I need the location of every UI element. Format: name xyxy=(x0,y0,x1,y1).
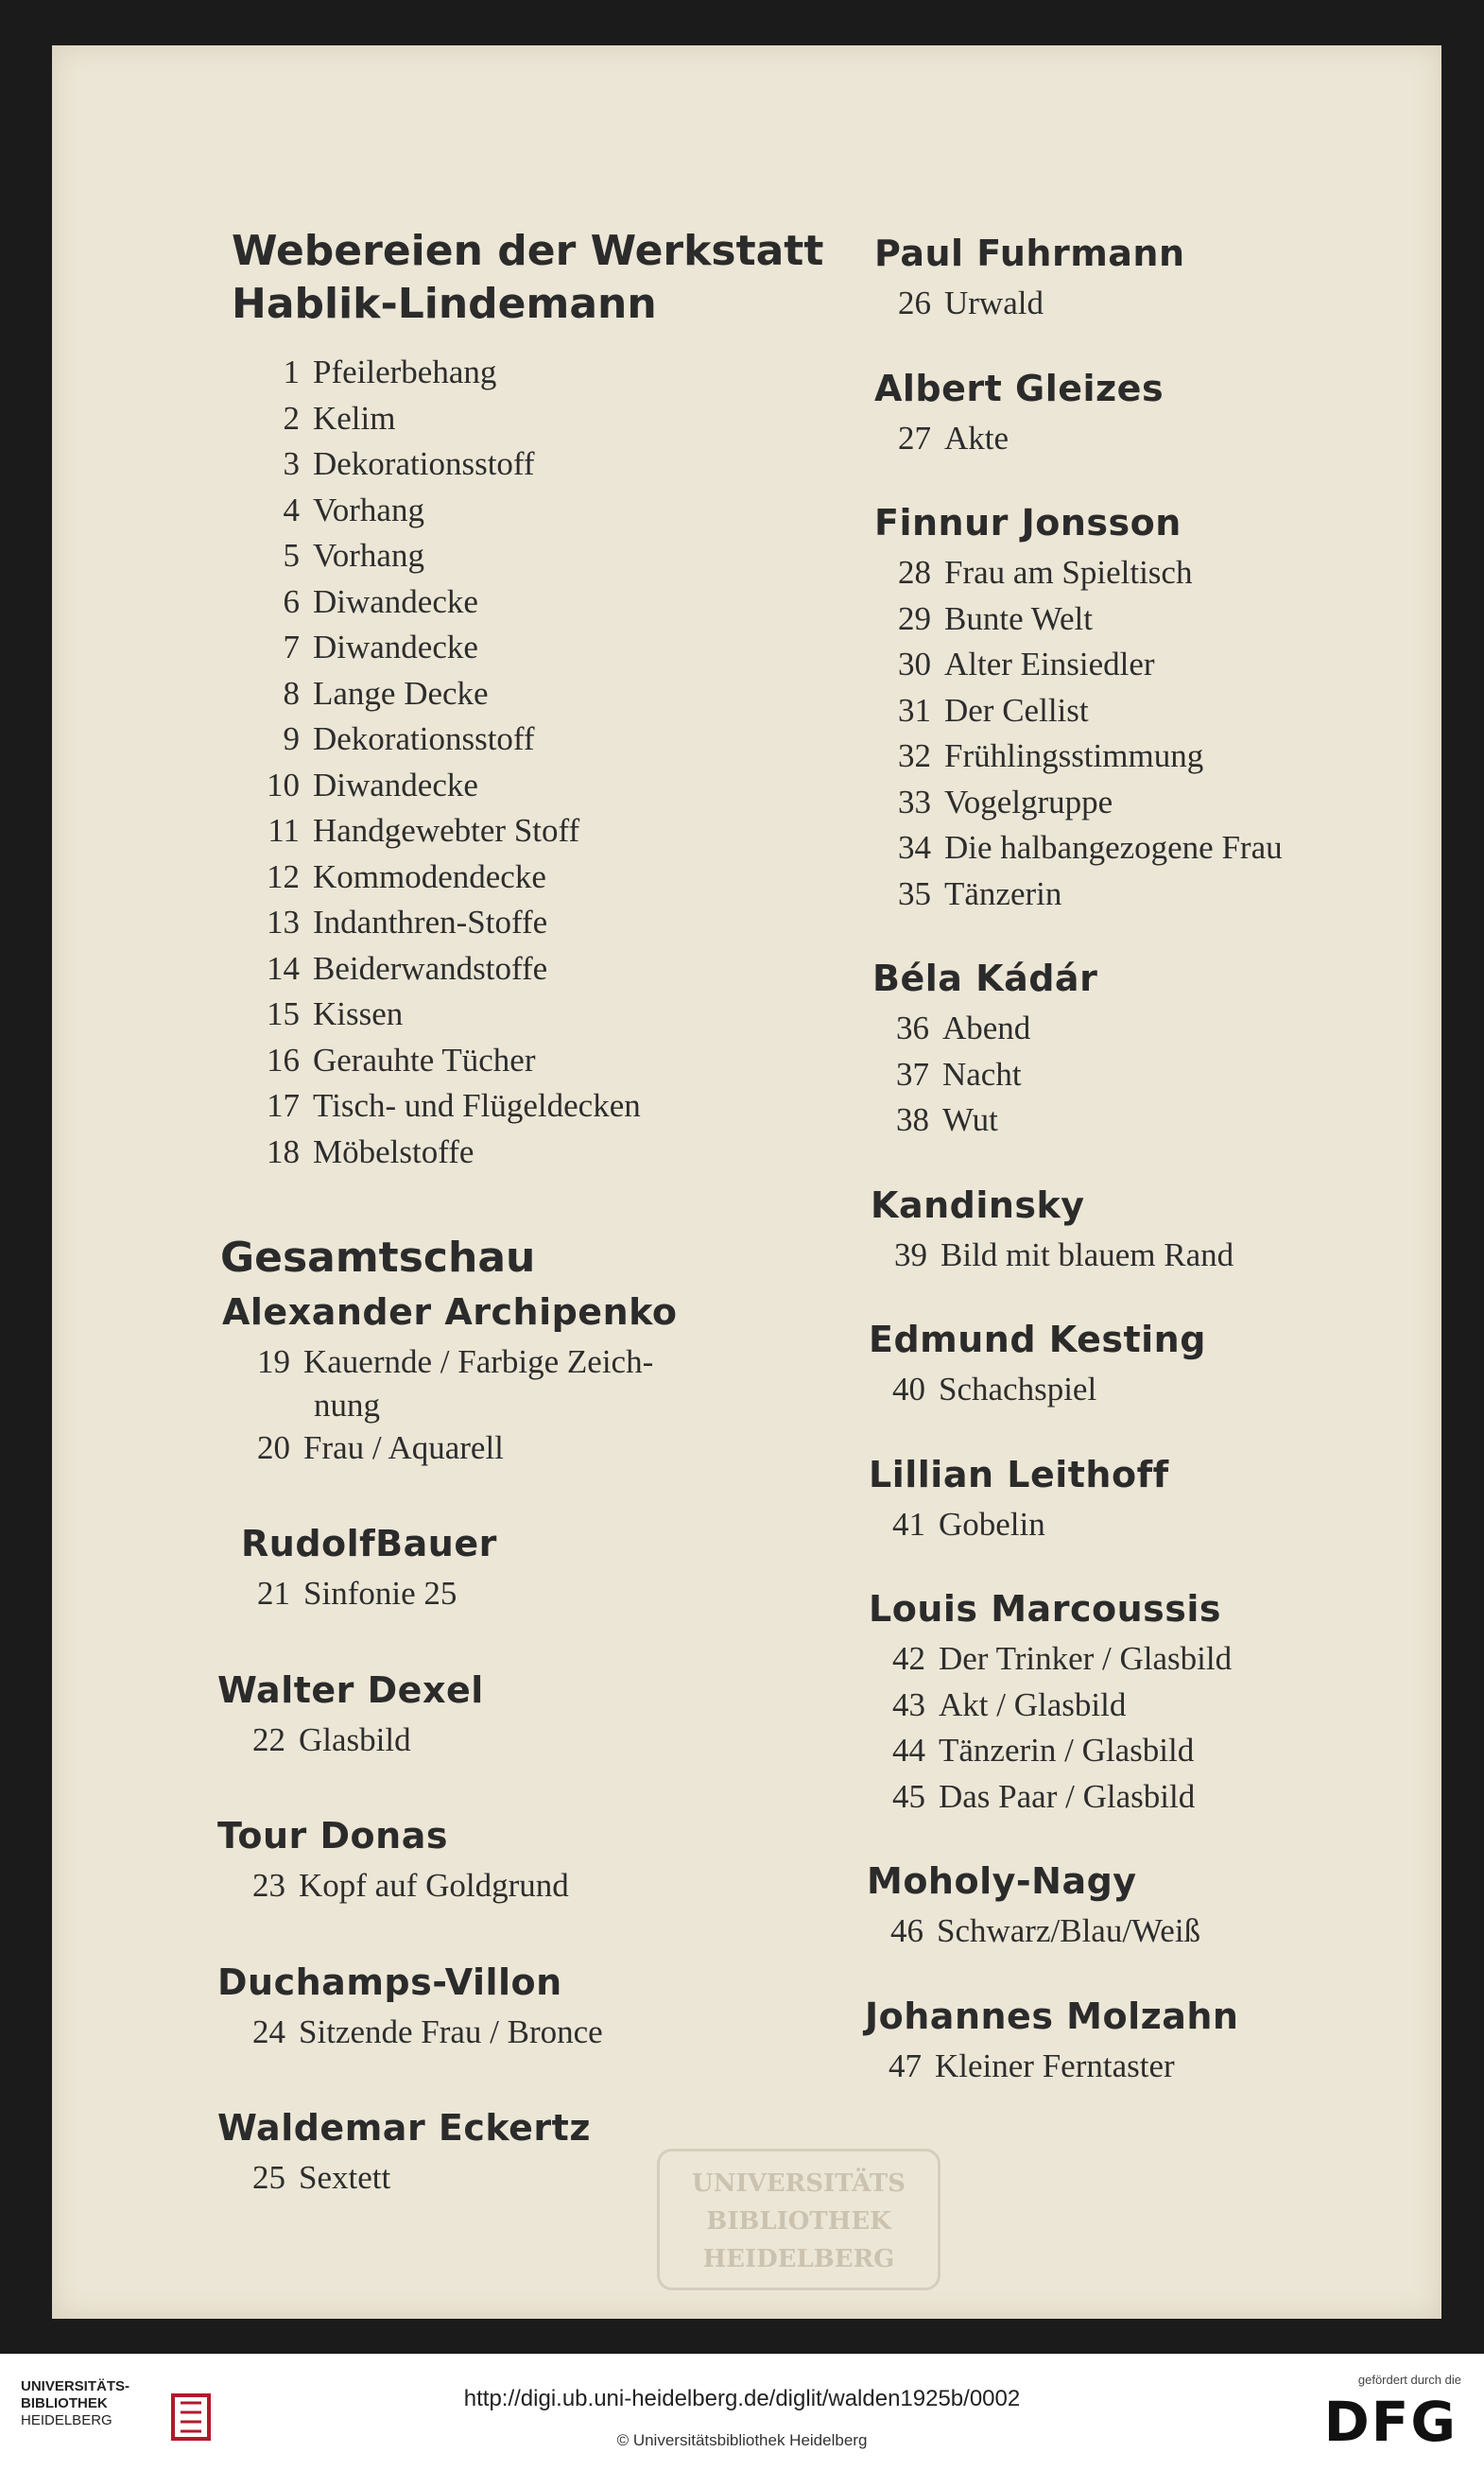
list-item xyxy=(232,946,837,993)
list-item xyxy=(232,763,837,809)
list-item xyxy=(222,1571,837,1617)
permalink-url[interactable]: http://digi.ub.uni-heidelberg.de/diglit/walden1925b/0002 xyxy=(463,2386,1021,2411)
work-title: Frau am Spieltisch xyxy=(944,554,1193,591)
works-list xyxy=(863,416,1460,462)
works-list xyxy=(217,2010,837,2056)
works-list xyxy=(217,1863,837,1909)
work-number: 8 xyxy=(283,674,300,712)
list-item xyxy=(232,900,837,946)
artist-block-marcoussis xyxy=(869,1585,1460,1820)
work-number: 26 xyxy=(898,285,931,321)
work-number: 10 xyxy=(267,766,300,803)
work-title: Kleiner Ferntaster xyxy=(935,2047,1175,2084)
artist-block-leithoff xyxy=(869,1451,1460,1548)
works-list xyxy=(863,550,1460,917)
list-item xyxy=(857,1636,1460,1683)
artist-name: Lillian Leithoff xyxy=(869,1453,1169,1495)
works-list xyxy=(859,1233,1460,1279)
artist-block-gleizes xyxy=(874,365,1460,462)
list-item xyxy=(232,396,837,442)
weaving-section xyxy=(232,225,837,1175)
work-title: Indanthren-Stoffe xyxy=(313,904,548,941)
work-number: 42 xyxy=(892,1640,925,1677)
artist-name: Edmund Kesting xyxy=(869,1319,1206,1360)
work-title: Sextett xyxy=(299,2159,391,2196)
work-title: Bunte Welt xyxy=(944,599,1093,637)
work-title: Frühlingsstimmung xyxy=(944,737,1204,774)
logo-text-line-3: HEIDELBERG xyxy=(21,2412,112,2428)
artist-block-kadar xyxy=(872,955,1460,1144)
work-title: Die halbangezogene Frau xyxy=(944,829,1283,866)
work-title: Nacht xyxy=(942,1055,1022,1093)
work-number: 36 xyxy=(896,1010,929,1046)
work-number: 29 xyxy=(898,599,931,637)
list-item xyxy=(861,1097,1460,1144)
works-list xyxy=(222,1425,837,1472)
works-list xyxy=(854,2044,1460,2090)
artist-name: Paul Fuhrmann xyxy=(874,233,1185,274)
list-item xyxy=(857,1683,1460,1729)
library-stamp xyxy=(657,2149,940,2290)
section-title-line-1: Webereien der Werkstatt xyxy=(232,227,824,275)
work-title: Alter Einsiedler xyxy=(944,646,1155,682)
artist-name: Waldemar Eckertz xyxy=(217,2107,591,2149)
list-item xyxy=(859,1233,1460,1279)
list-item xyxy=(857,1728,1460,1774)
list-item xyxy=(861,1006,1460,1052)
artist-name: Moholy-Nagy xyxy=(867,1860,1137,1902)
work-title: Tisch- und Flügeldecken xyxy=(313,1087,641,1124)
stamp-line: HEIDELBERG xyxy=(702,2245,895,2273)
work-number: 43 xyxy=(892,1685,925,1723)
list-item xyxy=(232,671,837,717)
work-number: 22 xyxy=(252,1720,285,1758)
work-number: 46 xyxy=(890,1912,923,1949)
work-title: Der Trinker / Glasbild xyxy=(939,1640,1233,1677)
list-item xyxy=(863,416,1460,462)
artist-name: Alexander Archipenko xyxy=(222,1291,678,1333)
work-number: 30 xyxy=(898,646,931,682)
list-item xyxy=(232,533,837,579)
list-item xyxy=(863,688,1460,734)
funding-note: gefördert durch die xyxy=(1357,2373,1461,2387)
works-list xyxy=(861,1006,1460,1144)
work-number: 9 xyxy=(283,720,300,757)
work-number: 4 xyxy=(283,491,300,528)
work-number: 20 xyxy=(257,1428,290,1466)
work-number: 33 xyxy=(898,783,931,820)
work-number: 21 xyxy=(257,1575,290,1612)
section-title-line-2: Hablik-Lindemann xyxy=(232,280,657,328)
list-item xyxy=(863,780,1460,826)
artist-block-dexel xyxy=(217,1667,837,1764)
artist-name: Tour Donas xyxy=(217,1815,448,1857)
list-item xyxy=(863,642,1460,688)
work-title: Möbelstoffe xyxy=(313,1132,475,1170)
work-title: Gobelin xyxy=(939,1505,1045,1543)
work-number: 1 xyxy=(283,354,300,390)
work-number: 32 xyxy=(898,737,931,774)
list-item xyxy=(861,1052,1460,1098)
work-title: Tänzerin / Glasbild xyxy=(939,1732,1195,1769)
list-item xyxy=(232,992,837,1038)
logo-text-line-2: BIBLIOTHEK xyxy=(21,2395,108,2411)
list-item xyxy=(857,1502,1460,1548)
list-item xyxy=(217,1718,837,1764)
work-number: 18 xyxy=(267,1132,300,1170)
work-title: Tänzerin xyxy=(944,874,1062,912)
work-number: 38 xyxy=(896,1101,929,1138)
list-item xyxy=(217,2010,837,2056)
work-number: 2 xyxy=(283,399,300,437)
work-title: Handgewebter Stoff xyxy=(313,812,580,849)
work-title: Schwarz/Blau/Weiß xyxy=(937,1912,1201,1949)
list-item xyxy=(854,2044,1460,2090)
work-number: 12 xyxy=(267,857,300,895)
list-item xyxy=(232,441,837,488)
work-number: 28 xyxy=(898,554,931,591)
work-number: 7 xyxy=(283,629,300,665)
right-column xyxy=(865,230,1460,2127)
works-list xyxy=(857,1636,1460,1820)
work-number: 47 xyxy=(889,2047,922,2084)
artist-block-donas xyxy=(217,1812,837,1909)
weaving-list xyxy=(232,350,837,1175)
artist-block-jonsson xyxy=(874,499,1460,917)
work-number: 13 xyxy=(267,904,300,941)
viewer-footer xyxy=(0,2354,1484,2470)
work-title: Frau / Aquarell xyxy=(303,1428,504,1466)
list-item xyxy=(222,1425,837,1472)
work-title: Kissen xyxy=(313,995,404,1032)
work-title: Lange Decke xyxy=(313,674,489,712)
list-item xyxy=(863,281,1460,327)
work-title: Diwandecke xyxy=(313,582,478,620)
work-number: 44 xyxy=(892,1732,925,1769)
stamp-line: UNIVERSITÄTS xyxy=(692,2169,906,2198)
list-item xyxy=(863,550,1460,596)
work-title: Wut xyxy=(942,1101,998,1138)
artist-name: Johannes Molzahn xyxy=(865,1995,1239,2037)
work-title: Vorhang xyxy=(313,537,424,574)
work-title: Urwald xyxy=(944,285,1044,321)
artist-block-kandinsky xyxy=(871,1182,1460,1279)
list-item xyxy=(232,717,837,763)
artist-name: Duchamps-Villon xyxy=(217,1960,562,2003)
list-item xyxy=(855,1909,1460,1955)
work-title: Pfeilerbehang xyxy=(313,354,497,390)
works-list xyxy=(863,281,1460,327)
work-title: Beiderwandstoffe xyxy=(313,949,548,987)
work-number: 37 xyxy=(896,1055,929,1093)
work-number: 14 xyxy=(267,949,300,987)
artist-name: RudolfBauer xyxy=(241,1523,497,1564)
list-item xyxy=(863,596,1460,643)
work-number: 41 xyxy=(892,1505,925,1543)
work-title: Vorhang xyxy=(313,491,424,528)
works-list xyxy=(857,1502,1460,1548)
works-list xyxy=(855,1909,1460,1955)
work-number: 35 xyxy=(898,874,931,912)
work-title: Sinfonie 25 xyxy=(303,1575,457,1612)
work-title: Kommodendecke xyxy=(313,857,546,895)
work-title: Der Cellist xyxy=(944,691,1089,729)
work-number: 25 xyxy=(252,2159,285,2196)
dfg-logo[interactable]: DFG xyxy=(1323,2390,1458,2454)
work-number: 5 xyxy=(283,537,300,574)
work-number: 40 xyxy=(892,1371,925,1408)
list-item xyxy=(863,734,1460,780)
work-title: Bild mit blauem Rand xyxy=(940,1235,1234,1273)
works-list xyxy=(857,1367,1460,1413)
artist-block-bauer xyxy=(241,1520,837,1617)
work-number: 31 xyxy=(898,691,931,729)
work-title: Sitzende Frau / Bronce xyxy=(299,2012,603,2050)
work-title: Kopf auf Goldgrund xyxy=(299,1867,569,1904)
work-number: 27 xyxy=(898,419,931,457)
list-item xyxy=(217,1863,837,1909)
list-item xyxy=(857,1367,1460,1413)
artist-name: Walter Dexel xyxy=(217,1668,484,1711)
work-number: 15 xyxy=(267,995,300,1032)
work-title: Diwandecke xyxy=(313,629,478,665)
work-title: Glasbild xyxy=(299,1720,411,1758)
overview-title: Gesamtschau xyxy=(220,1234,536,1282)
work-title: Kauernde / Farbige Zeich- xyxy=(303,1343,654,1380)
work-title: Das Paar / Glasbild xyxy=(939,1777,1196,1815)
stamp-line: BIBLIOTHEK xyxy=(706,2207,891,2236)
catalog-page xyxy=(52,45,1441,2319)
work-number: 19 xyxy=(257,1343,290,1380)
artist-block-fuhrmann xyxy=(874,230,1460,327)
left-column xyxy=(217,225,837,2251)
work-number: 24 xyxy=(252,2012,285,2050)
work-title: Vogelgruppe xyxy=(944,783,1113,820)
artist-block-molzahn xyxy=(865,1993,1460,2090)
works-list xyxy=(222,1571,837,1617)
list-item xyxy=(232,488,837,534)
list-item xyxy=(232,1038,837,1084)
work-title: Akt / Glasbild xyxy=(939,1685,1127,1723)
work-title: Kelim xyxy=(313,399,396,437)
work-title: Diwandecke xyxy=(313,766,478,803)
artist-block-kesting xyxy=(869,1316,1460,1413)
work-title: Dekorationsstoff xyxy=(313,445,535,482)
work-title: Akte xyxy=(944,419,1009,457)
list-item xyxy=(232,625,837,671)
work-number: 16 xyxy=(267,1041,300,1079)
work-number: 45 xyxy=(892,1777,925,1815)
list-item xyxy=(863,872,1460,918)
work-title: Dekorationsstoff xyxy=(313,720,535,757)
works-list xyxy=(217,1718,837,1764)
artist-name: Finnur Jonsson xyxy=(874,502,1182,544)
list-item xyxy=(232,855,837,901)
artist-block-archipenko xyxy=(222,1288,837,1471)
logo-text-line-1: UNIVERSITÄTS- xyxy=(21,2378,130,2394)
work-number: 34 xyxy=(898,829,931,866)
list-item xyxy=(232,808,837,855)
work-number: 11 xyxy=(267,812,300,849)
list-item xyxy=(232,1083,837,1130)
artist-block-duchamp xyxy=(217,1959,837,2056)
artist-name: Albert Gleizes xyxy=(874,367,1165,409)
work-title-continuation: nung xyxy=(314,1386,380,1424)
artist-name: Kandinsky xyxy=(871,1183,1085,1226)
list-item xyxy=(857,1774,1460,1821)
work-number: 23 xyxy=(252,1867,285,1904)
work-number: 17 xyxy=(267,1087,300,1124)
list-item xyxy=(863,825,1460,872)
list-item xyxy=(222,1339,837,1386)
list-item xyxy=(232,1130,837,1176)
work-number: 3 xyxy=(283,445,300,482)
list-item xyxy=(232,350,837,396)
list-item xyxy=(232,579,837,626)
artist-block-moholy xyxy=(867,1857,1460,1955)
copyright-notice: © Universitätsbibliothek Heidelberg xyxy=(616,2431,868,2449)
works-list xyxy=(222,1339,837,1386)
work-number: 6 xyxy=(283,582,300,620)
work-title: Abend xyxy=(942,1010,1031,1046)
artist-name: Béla Kádár xyxy=(872,958,1098,999)
work-number: 39 xyxy=(894,1235,927,1273)
work-title: Schachspiel xyxy=(939,1371,1097,1408)
artist-name: Louis Marcoussis xyxy=(869,1588,1222,1630)
work-title: Gerauhte Tücher xyxy=(313,1041,536,1079)
